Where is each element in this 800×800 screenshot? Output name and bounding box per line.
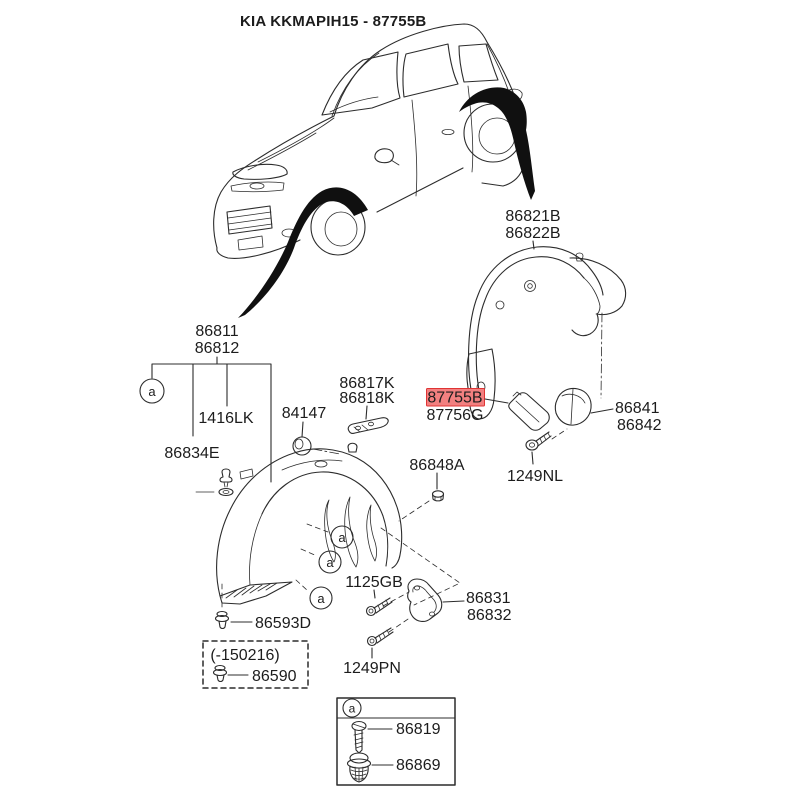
bolt-1249nl-icon [526,432,551,450]
part-label-86842[interactable]: 86842 [617,417,662,434]
part-label-86590[interactable]: 86590 [252,668,297,685]
car-headlight [233,164,287,179]
part-label-1125gb[interactable]: 1125GB [345,574,403,591]
car-lower-grille [227,206,272,234]
clip-86593d-icon [216,612,229,629]
dash-1249nl [552,429,567,439]
mudguard-86841-icon [555,388,591,425]
vehicle-illustration [214,24,527,258]
car-wiper-line [330,97,378,112]
part-label-86821b[interactable]: 86821B [505,208,561,225]
moulding-87755-icon [509,392,550,430]
car-front-door-window [403,44,458,97]
bracket-86817k-icon [348,406,388,433]
part-label-86848a[interactable]: 86848A [409,457,465,474]
leader-1125gb [374,590,375,598]
part-label-1249pn[interactable]: 1249PN [343,660,401,677]
leader-1249nl [532,452,533,464]
car-rocker-line [377,168,463,212]
part-label-87755b[interactable]: 87755B [427,389,483,407]
clip-86834e-icon [196,469,233,496]
legend-screw-86819-icon [352,722,366,754]
car-mirror-stem [391,160,399,165]
leader-87755b [485,399,508,403]
legend-box [337,698,455,785]
clip-86590-icon [214,666,227,682]
dash-1125gb [383,592,409,606]
marker-a-3 [319,551,341,573]
part-label-87756g[interactable]: 87756G [426,407,484,424]
car-grille [231,182,284,192]
marker-a-4 [310,587,332,609]
part-label-86822b[interactable]: 86822B [505,225,561,242]
car-side-mirror [375,149,393,163]
marker-a-2 [331,526,353,548]
part-label-86834e[interactable]: 86834E [164,445,220,462]
marker-a-1 [140,379,164,403]
dash-86848a [399,501,429,521]
screw-1125gb-icon [367,598,393,616]
part-label-84147[interactable]: 84147 [281,405,327,422]
marker-a-2-letter: a [338,530,346,545]
leader-86841 [591,409,613,413]
legend-grommet-86869-icon [348,753,371,782]
marker-a-4-letter: a [317,591,325,606]
leader-86831 [443,601,464,602]
validity-range-label: (-150216) [210,647,280,664]
car-a-pillar [332,53,379,116]
car-body-outline [214,24,527,248]
screw-1249pn-icon [368,628,394,646]
nut-86848a-icon [433,473,444,501]
dashdot-rear [601,313,602,398]
car-brand-badge [250,183,264,189]
part-label-86817k[interactable]: 86817K [339,375,395,392]
marker-a-legend [343,699,361,717]
part-label-86819[interactable]: 86819 [396,721,441,738]
part-label-86831[interactable]: 86831 [466,590,511,607]
dash-bracket-location [381,528,460,605]
marker-a-legend-letter: a [348,701,356,716]
marker-a-1-letter: a [148,384,156,399]
dash-marker-leaders [296,524,328,591]
part-label-86832[interactable]: 86832 [467,607,512,624]
rear-wheel-pointer-arrow [459,87,535,200]
dashdot-84147 [313,449,340,454]
car-door-line-1 [412,100,417,196]
part-label-86869[interactable]: 86869 [396,757,441,774]
dash-1249pn [389,617,411,632]
car-license-area [238,236,263,250]
part-label-86841[interactable]: 86841 [615,400,660,417]
part-label-86593d[interactable]: 86593D [255,615,312,632]
page-title: KIA KKMAPIH15 - 87755B [240,13,427,30]
car-door-handle [442,129,454,134]
marker-a-3-letter: a [326,555,334,570]
part-label-86812[interactable]: 86812 [194,340,240,357]
highlighted-part-87755b[interactable] [427,389,485,407]
part-label-1416lk[interactable]: 1416LK [198,410,254,427]
car-hood-crease-1 [258,118,334,162]
part-label-86818k[interactable]: 86818K [339,390,395,407]
part-label-1249nl[interactable]: 1249NL [506,468,564,485]
car-grille-slats [228,212,272,230]
part-label-86811[interactable]: 86811 [195,323,239,340]
car-windshield [322,52,400,115]
